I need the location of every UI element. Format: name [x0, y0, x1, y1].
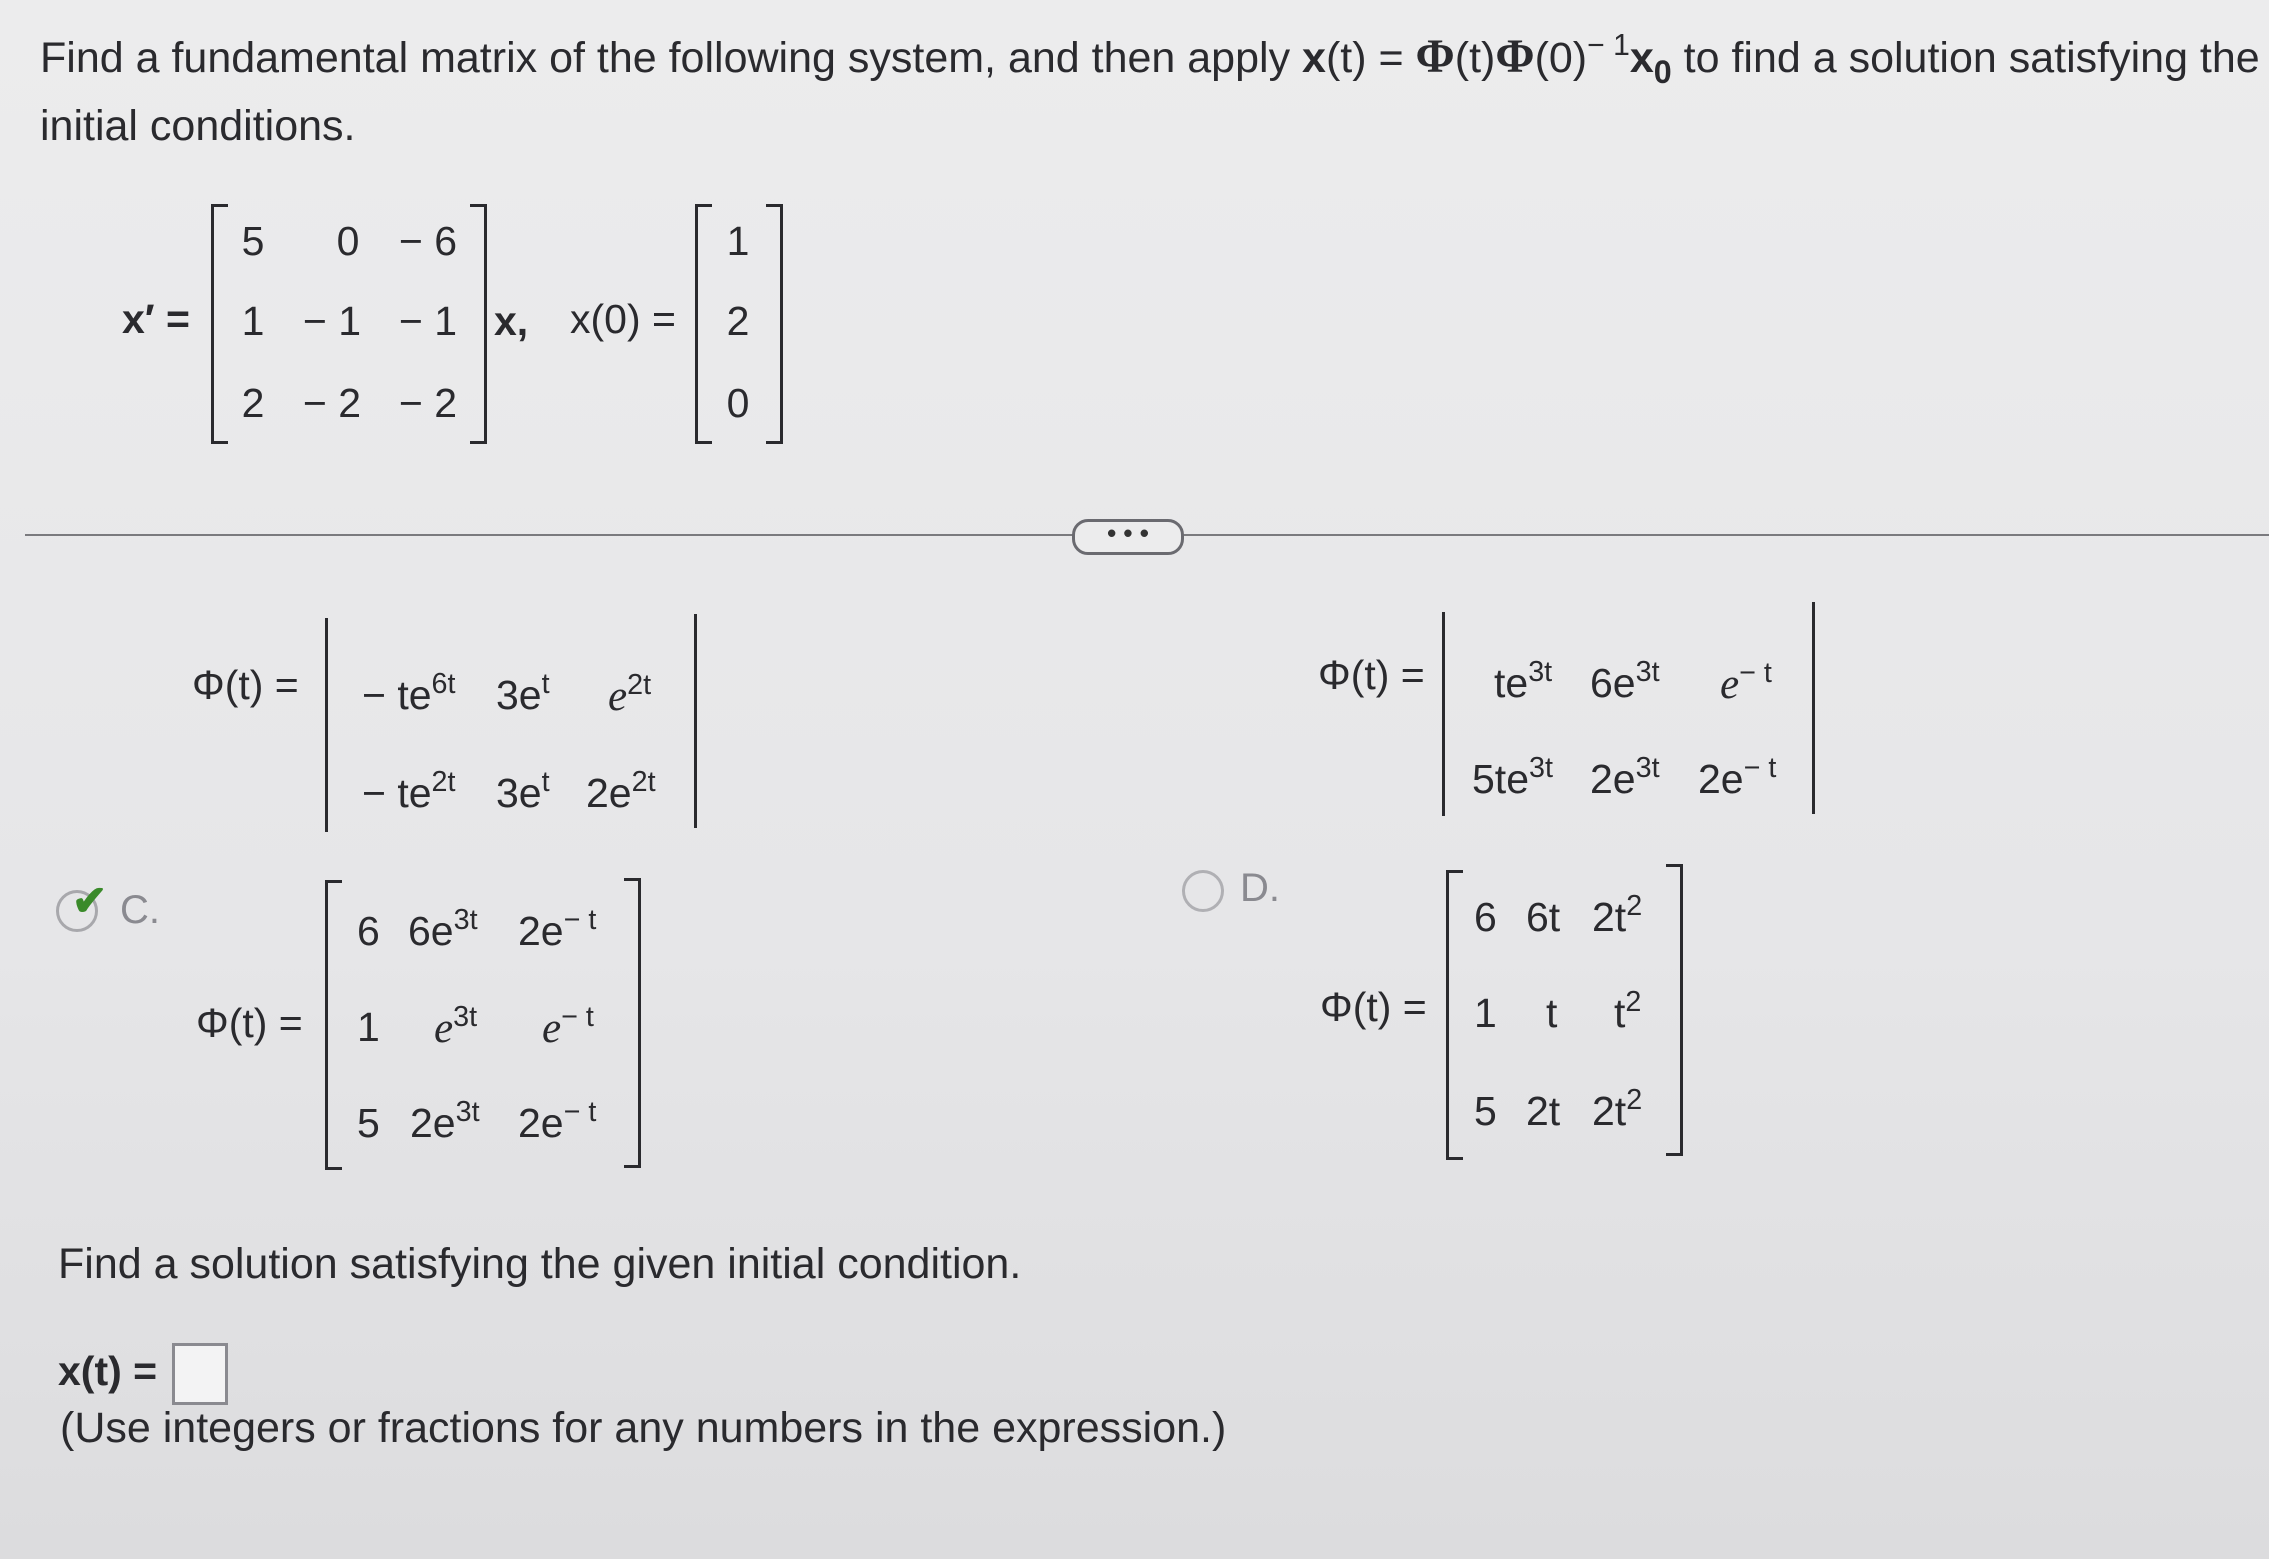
option-d-phi-b-label — [1320, 984, 1427, 1031]
option-c-phi-b-cell: $e^{3t}$ — [434, 1001, 478, 1052]
question-line-1 — [40, 29, 2260, 91]
option-d-phi-a-left-bar — [1442, 612, 1445, 816]
formula-phi-1: Φ — [1415, 31, 1455, 83]
system-matrix-cell: − 2 — [302, 380, 362, 426]
question-prefix: Find a fundamental matrix of the following system, and then apply — [40, 34, 1291, 82]
option-c-phi-b-cell: $e^{- t}$ — [542, 1001, 594, 1052]
question-line-2: initial conditions. — [40, 102, 356, 150]
ic-vector-left-bracket — [695, 204, 712, 444]
option-d-phi-a-label — [1318, 652, 1425, 699]
ic-vector-cell: 0 — [726, 380, 750, 426]
option-c-phi-b-cell: $2e^{- t}$ — [518, 904, 597, 954]
option-c-phi-b-cell: 6 — [357, 908, 380, 954]
option-c-phi-a-cell: $e^{2t}$ — [608, 669, 652, 720]
show-more-button[interactable]: • • • — [1072, 519, 1184, 555]
formula-inverse: − 1 — [1587, 29, 1630, 63]
checkmark-icon: ✔ — [72, 877, 108, 924]
option-d-phi-a-cell: $2e^{- t}$ — [1698, 752, 1777, 802]
option-c-phi-a-label-text: Φ(t) = — [192, 662, 299, 708]
answer-prompt: Find a solution satisfying the given initial condition. — [58, 1240, 1022, 1288]
option-c-phi-b-label-text: Φ(t) = — [196, 1000, 303, 1046]
option-d-phi-b-left-bracket — [1446, 870, 1463, 1160]
option-d-phi-a-label-text: Φ(t) = — [1318, 652, 1425, 698]
option-c-phi-b-cell: 5 — [357, 1100, 380, 1146]
option-c-phi-b-cell: 1 — [357, 1004, 380, 1050]
ic-vector-cell: 1 — [726, 218, 750, 264]
option-c-phi-a-label — [192, 662, 299, 709]
system-matrix-cell: 0 — [336, 218, 360, 264]
system-matrix-cell: − 1 — [302, 298, 362, 344]
formula-t: (t) — [1454, 34, 1496, 82]
option-c-phi-b-cell: $2e^{- t}$ — [518, 1096, 597, 1146]
option-c-phi-a-cell: − $te^{2t}$ — [362, 766, 456, 816]
option-d-phi-b-right-bracket — [1666, 864, 1683, 1156]
system-matrix-cell: − 2 — [398, 380, 458, 426]
option-d-phi-b-cell: 2t — [1526, 1088, 1561, 1134]
system-matrix-cell: 1 — [241, 298, 265, 344]
system-matrix-left-bracket — [211, 204, 228, 444]
option-c-label: C. — [120, 888, 160, 932]
option-c-phi-b-right-bracket — [624, 878, 641, 1168]
option-c-phi-a-right-bar — [694, 614, 697, 828]
option-d-phi-a-cell: $6e^{3t}$ — [1590, 656, 1660, 706]
system-lhs: x′ = — [122, 296, 190, 342]
option-c-phi-b-left-bracket — [325, 880, 342, 1170]
option-d-phi-b-cell: 5 — [1474, 1088, 1497, 1134]
option-d-phi-a-cell: $2e^{3t}$ — [1590, 752, 1660, 802]
system-matrix-cell: 5 — [241, 218, 265, 264]
option-d-phi-b-cell: $2t^2$ — [1592, 890, 1643, 940]
system-x-label: x, — [494, 298, 529, 344]
option-d-phi-b-cell: $t^2$ — [1614, 986, 1642, 1036]
answer-input[interactable] — [172, 1343, 228, 1405]
system-matrix-cell: 2 — [241, 380, 265, 426]
option-d-phi-a-cell: $5te^{3t}$ — [1472, 752, 1553, 802]
option-c-phi-b-cell: $2e^{3t}$ — [410, 1096, 480, 1146]
option-c-phi-a-cell: $2e^{2t}$ — [586, 766, 656, 816]
option-d-radio[interactable] — [1182, 870, 1224, 912]
system-matrix-cell: − 6 — [398, 218, 458, 264]
option-c-phi-b-label — [196, 1000, 303, 1047]
option-c-phi-b-cell: $6e^{3t}$ — [408, 904, 478, 954]
formula-zero: (0) — [1534, 34, 1588, 82]
formula-x0: x — [1629, 34, 1654, 82]
option-d-phi-a-right-bar — [1812, 602, 1815, 814]
ic-vector-right-bracket — [766, 204, 783, 444]
option-d-phi-b-cell: t — [1546, 990, 1558, 1036]
answer-hint: (Use integers or fractions for any numbers in the expression.) — [60, 1404, 1227, 1452]
option-d-phi-b-cell: 6t — [1526, 894, 1561, 940]
initial-condition-label: x(0) = — [570, 296, 676, 342]
option-d-label: D. — [1240, 866, 1280, 910]
answer-label — [58, 1348, 157, 1395]
formula-phi-2: Φ — [1495, 31, 1535, 83]
formula-x: x — [1302, 34, 1326, 82]
option-d-phi-a-cell: $e^{- t}$ — [1720, 657, 1772, 708]
formula-x0-sub: 0 — [1653, 54, 1672, 91]
option-d-phi-b-cell: 6 — [1474, 894, 1497, 940]
question-suffix: to find a solution satisfying the — [1683, 34, 2260, 82]
answer-label-text: x(t) = — [58, 1348, 158, 1394]
system-matrix-right-bracket — [470, 204, 487, 444]
formula-mid: (t) = — [1325, 34, 1416, 82]
option-c-phi-a-cell: $3e^t$ — [496, 766, 550, 816]
option-c-phi-a-cell: − $te^{6t}$ — [362, 668, 456, 718]
option-d-phi-b-label-text: Φ(t) = — [1320, 984, 1427, 1030]
option-d-phi-a-cell: $te^{3t}$ — [1494, 656, 1553, 706]
option-d-phi-b-cell: $2t^2$ — [1592, 1084, 1643, 1134]
system-matrix-cell: − 1 — [398, 298, 458, 344]
ic-vector-cell: 2 — [726, 298, 750, 344]
option-d-phi-b-cell: 1 — [1474, 990, 1497, 1036]
option-c-phi-a-left-bar — [325, 618, 328, 832]
option-c-phi-a-cell: $3e^t$ — [496, 668, 550, 718]
